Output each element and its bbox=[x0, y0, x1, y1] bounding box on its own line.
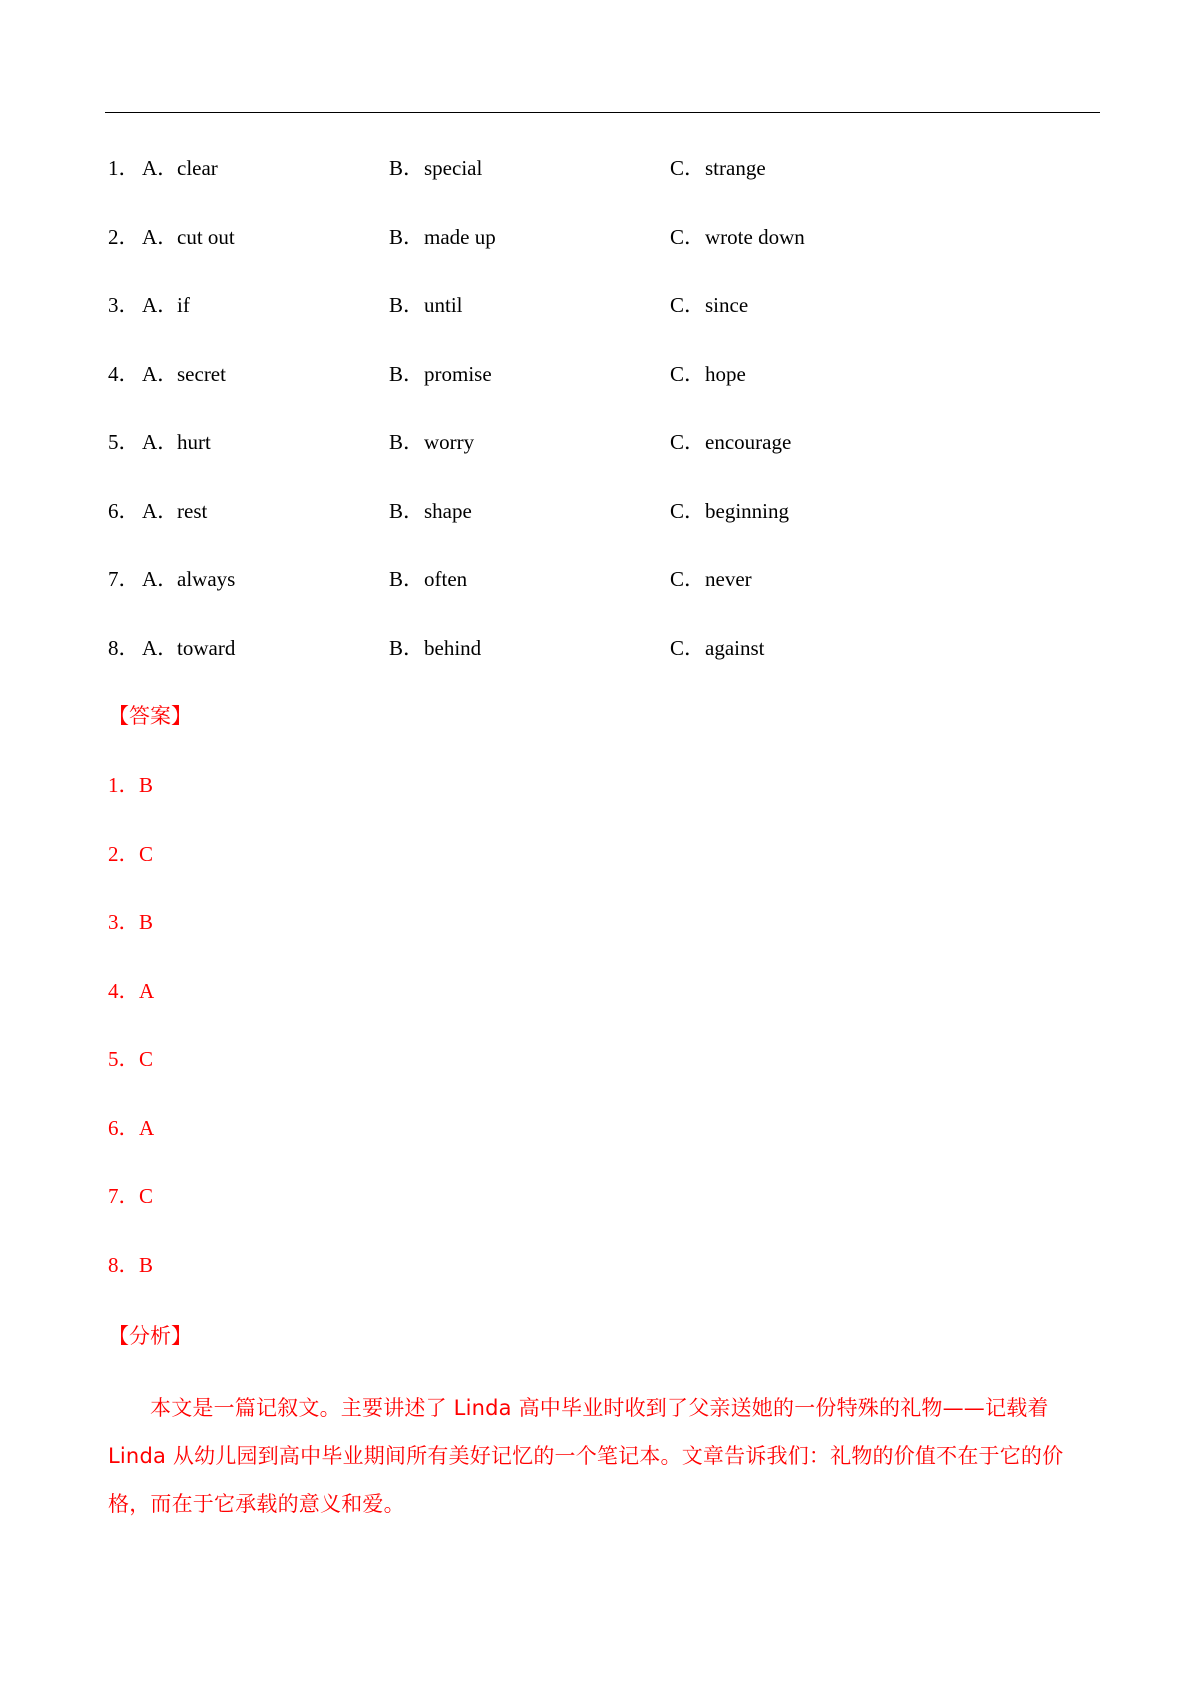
answer-number: 7． bbox=[108, 1184, 140, 1208]
question-number: 6． bbox=[108, 498, 140, 523]
question-row bbox=[108, 493, 1098, 562]
option-c bbox=[670, 356, 970, 392]
question-row bbox=[108, 561, 1098, 630]
answer-number: 2． bbox=[108, 841, 140, 866]
answer-number: 5． bbox=[108, 1047, 140, 1071]
option-letter: A． bbox=[142, 361, 179, 386]
answer-value: A bbox=[139, 1115, 155, 1140]
analysis-paragraph: 本文是一篇记叙文。主要讲述了 Linda 高中毕业时收到了父亲送她的一份特殊的礼物——记载着 Linda 从幼儿园到高中毕业期间所有美好记忆的一个笔记本。文章告诉我们：礼物的价值不在于它的价格，而在于它承载的意义和爱。 bbox=[108, 1396, 1064, 1516]
answer-number: 8． bbox=[108, 1252, 140, 1277]
option-letter: B． bbox=[389, 635, 425, 660]
question-list bbox=[108, 150, 1098, 698]
answer-row bbox=[108, 1041, 708, 1110]
option-c bbox=[670, 219, 970, 255]
option-letter: B． bbox=[389, 293, 425, 317]
option-letter: B． bbox=[389, 567, 425, 591]
option-a bbox=[108, 493, 389, 529]
option-letter: A． bbox=[142, 567, 179, 591]
option-text: rest bbox=[177, 498, 208, 523]
option-letter: C． bbox=[670, 293, 706, 317]
option-text: promise bbox=[424, 361, 492, 386]
option-letter: C． bbox=[670, 567, 706, 591]
option-letter: B． bbox=[389, 361, 425, 386]
option-letter: A． bbox=[142, 498, 179, 523]
answer-row bbox=[108, 1247, 708, 1316]
option-text: since bbox=[705, 293, 749, 317]
option-letter: B． bbox=[389, 498, 425, 523]
option-a bbox=[108, 287, 389, 323]
option-text: strange bbox=[705, 156, 766, 180]
option-c bbox=[670, 287, 970, 323]
option-letter: C． bbox=[670, 430, 706, 454]
answer-row bbox=[108, 973, 708, 1042]
option-letter: B． bbox=[389, 156, 425, 180]
question-number: 1． bbox=[108, 156, 140, 180]
option-text: until bbox=[424, 293, 463, 317]
option-c bbox=[670, 493, 970, 529]
answer-list bbox=[108, 767, 708, 1315]
option-c bbox=[670, 424, 970, 460]
question-row bbox=[108, 424, 1098, 493]
question-row bbox=[108, 287, 1098, 356]
option-text: worry bbox=[424, 430, 475, 454]
option-text: beginning bbox=[705, 498, 789, 523]
option-letter: A． bbox=[142, 293, 179, 317]
option-text: if bbox=[177, 293, 190, 317]
option-b bbox=[389, 424, 670, 460]
option-c bbox=[670, 150, 970, 186]
option-text: clear bbox=[177, 156, 218, 180]
header-rule bbox=[105, 112, 1100, 113]
question-row bbox=[108, 150, 1098, 219]
option-b bbox=[389, 287, 670, 323]
option-text: made up bbox=[424, 224, 496, 249]
answer-value: C bbox=[139, 1047, 154, 1071]
answer-value: C bbox=[139, 1184, 154, 1208]
analysis-heading: 【分析】 bbox=[108, 1324, 192, 1348]
answer-row bbox=[108, 1110, 708, 1179]
option-a bbox=[108, 424, 389, 460]
option-text: hurt bbox=[177, 430, 211, 454]
option-c bbox=[670, 561, 970, 597]
answer-number: 6． bbox=[108, 1115, 140, 1140]
answer-value: B bbox=[139, 773, 154, 797]
option-c bbox=[670, 630, 970, 666]
option-b bbox=[389, 150, 670, 186]
question-number: 2． bbox=[108, 224, 140, 249]
answer-value: B bbox=[139, 1252, 154, 1277]
option-text: behind bbox=[424, 635, 482, 660]
option-b bbox=[389, 561, 670, 597]
option-letter: A． bbox=[142, 430, 179, 454]
answer-value: A bbox=[139, 978, 155, 1003]
option-text: cut out bbox=[177, 224, 235, 249]
option-letter: C． bbox=[670, 498, 706, 523]
option-a bbox=[108, 630, 389, 666]
option-letter: C． bbox=[670, 224, 706, 249]
question-number: 5． bbox=[108, 430, 140, 454]
option-text: secret bbox=[177, 361, 226, 386]
question-row bbox=[108, 219, 1098, 288]
option-b bbox=[389, 219, 670, 255]
option-letter: B． bbox=[389, 224, 425, 249]
option-letter: B． bbox=[389, 430, 425, 454]
option-text: encourage bbox=[705, 430, 792, 454]
option-b bbox=[389, 493, 670, 529]
question-row bbox=[108, 356, 1098, 425]
option-b bbox=[389, 630, 670, 666]
option-letter: A． bbox=[142, 156, 179, 180]
question-number: 3． bbox=[108, 293, 140, 317]
question-number: 4． bbox=[108, 361, 140, 386]
answer-heading: 【答案】 bbox=[108, 704, 192, 728]
question-row bbox=[108, 630, 1098, 699]
option-text: shape bbox=[424, 498, 472, 523]
answer-number: 1． bbox=[108, 773, 140, 797]
option-text: special bbox=[424, 156, 483, 180]
option-a bbox=[108, 150, 389, 186]
answer-value: B bbox=[139, 910, 154, 934]
option-letter: C． bbox=[670, 635, 706, 660]
option-text: never bbox=[705, 567, 752, 591]
option-a bbox=[108, 356, 389, 392]
answer-row bbox=[108, 904, 708, 973]
option-a bbox=[108, 219, 389, 255]
answer-number: 3． bbox=[108, 910, 140, 934]
option-letter: A． bbox=[142, 635, 179, 660]
answer-row bbox=[108, 767, 708, 836]
question-number: 7． bbox=[108, 567, 140, 591]
option-text: wrote down bbox=[705, 224, 805, 249]
option-letter: C． bbox=[670, 156, 706, 180]
option-text: always bbox=[177, 567, 236, 591]
option-text: hope bbox=[705, 361, 746, 386]
option-b bbox=[389, 356, 670, 392]
answer-row bbox=[108, 1178, 708, 1247]
option-text: against bbox=[705, 635, 765, 660]
option-a bbox=[108, 561, 389, 597]
question-number: 8． bbox=[108, 635, 140, 660]
answer-value: C bbox=[139, 841, 154, 866]
answer-row bbox=[108, 836, 708, 905]
option-letter: C． bbox=[670, 361, 706, 386]
option-text: often bbox=[424, 567, 468, 591]
option-text: toward bbox=[177, 635, 236, 660]
answer-number: 4． bbox=[108, 978, 140, 1003]
option-letter: A． bbox=[142, 224, 179, 249]
